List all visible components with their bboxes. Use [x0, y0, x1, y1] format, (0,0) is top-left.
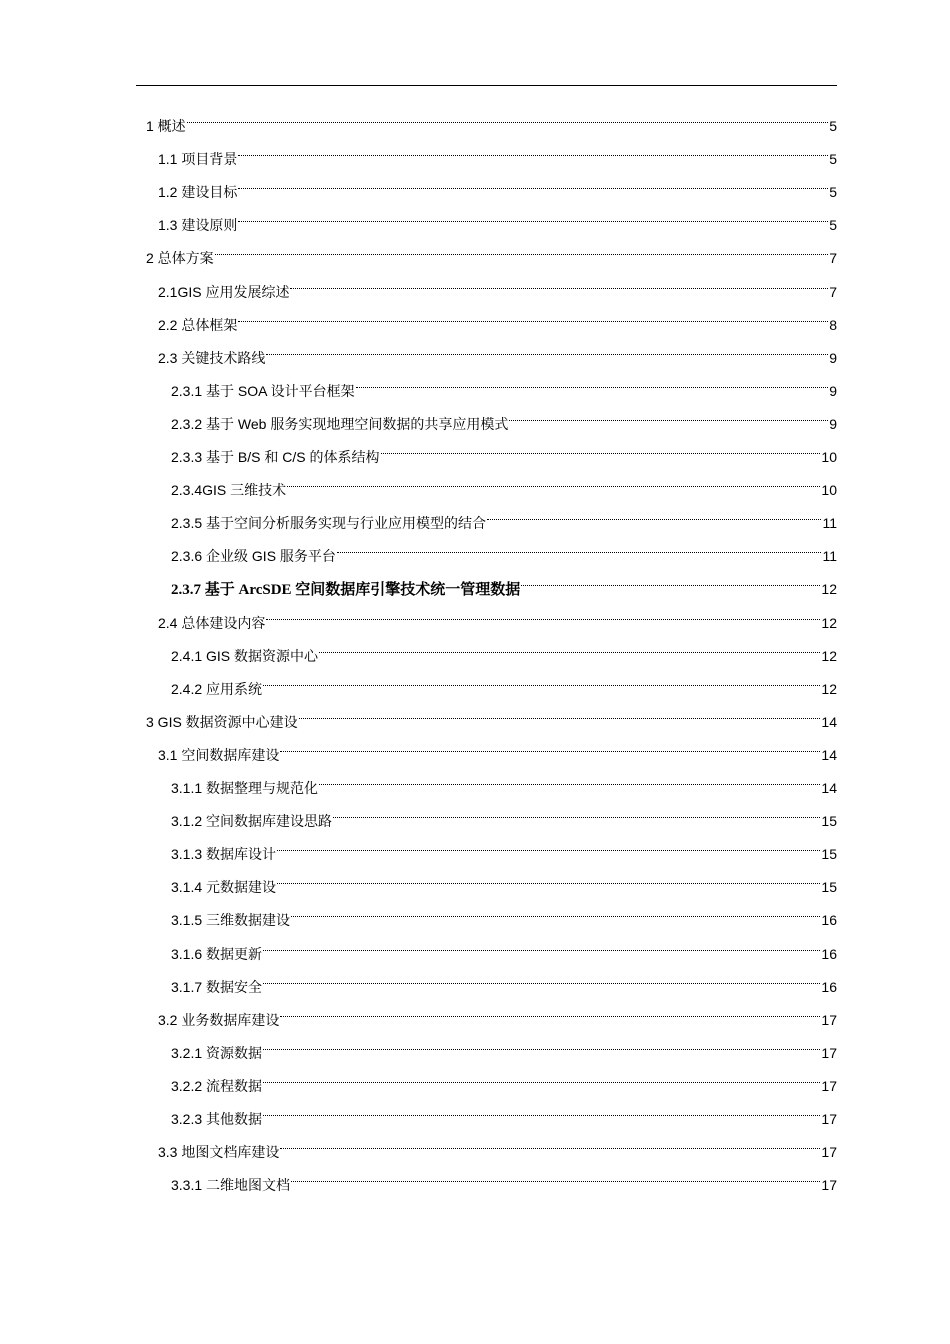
toc-entry[interactable] [171, 938, 837, 971]
toc-entry[interactable] [171, 772, 837, 805]
toc-entry-title: 3.1.4 元数据建设 [171, 879, 277, 896]
toc-entry[interactable] [171, 573, 837, 606]
toc-leader-dots [333, 817, 820, 818]
toc-page-number: 5 [829, 217, 837, 234]
toc-entry-title: 2.3.4GIS 三维技术 [171, 482, 287, 499]
toc-leader-dots [319, 652, 820, 653]
toc-leader-dots [381, 453, 821, 454]
toc-entry-title: 2.4.2 应用系统 [171, 680, 263, 697]
toc-entry[interactable] [171, 673, 837, 706]
toc-entry[interactable] [171, 1103, 837, 1136]
toc-leader-dots [487, 519, 821, 520]
toc-page-number: 16 [821, 978, 837, 995]
toc-entry[interactable] [171, 640, 837, 673]
toc-page-number: 14 [821, 713, 837, 730]
toc-page-number: 5 [829, 118, 837, 134]
toc-entry-title: 3.2.3 其他数据 [171, 1111, 263, 1127]
toc-leader-dots [263, 1049, 820, 1050]
toc-entry-title: 3.1.3 数据库设计 [171, 846, 277, 863]
toc-page-number: 15 [821, 879, 837, 896]
toc-entry-title: 3.2.1 资源数据 [171, 1044, 263, 1061]
toc-entry[interactable] [171, 871, 837, 904]
toc-entry[interactable] [158, 309, 837, 342]
toc-page-number: 12 [821, 614, 837, 631]
toc-entry-title: 3.2.2 流程数据 [171, 1077, 263, 1094]
toc-leader-dots [238, 188, 828, 189]
toc-leader-dots [290, 288, 828, 289]
toc-entry-title: 2.3.1 基于 SOA 设计平台框架 [171, 382, 355, 399]
toc-leader-dots [280, 751, 820, 752]
toc-page-number: 9 [829, 382, 837, 399]
toc-page-number: 17 [821, 1111, 837, 1127]
toc-leader-dots [266, 619, 820, 620]
toc-entry[interactable] [171, 971, 837, 1004]
toc-page-number: 8 [829, 316, 837, 333]
toc-entry[interactable] [146, 706, 837, 739]
toc-entry-title: 3.1.7 数据安全 [171, 978, 263, 995]
toc-page-number: 11 [822, 515, 837, 532]
toc-leader-dots [291, 1181, 820, 1182]
toc-page-number: 14 [821, 780, 837, 796]
toc-leader-dots [263, 983, 820, 984]
toc-leader-dots [187, 122, 829, 123]
toc-entry[interactable] [158, 342, 837, 375]
toc-leader-dots [299, 718, 821, 719]
toc-entry[interactable] [146, 110, 837, 143]
toc-entry[interactable] [171, 904, 837, 937]
toc-entry[interactable] [158, 176, 837, 209]
toc-entry[interactable] [171, 507, 837, 540]
toc-entry[interactable] [171, 375, 837, 408]
toc-leader-dots [291, 916, 820, 917]
toc-entry-title: 3.1 空间数据库建设 [158, 746, 280, 763]
toc-entry[interactable] [171, 441, 837, 474]
toc-entry-title: 2.3.2 基于 Web 服务实现地理空间数据的共享应用模式 [171, 415, 509, 432]
toc-entry-title: 2.3.7 基于 ArcSDE 空间数据库引擎技术统一管理数据 [171, 582, 521, 599]
toc-leader-dots [337, 552, 822, 553]
toc-page-number: 10 [821, 449, 837, 465]
toc-page-number: 17 [821, 1044, 837, 1061]
toc-entry[interactable] [171, 1169, 837, 1202]
toc-leader-dots [215, 254, 829, 255]
toc-page-number: 12 [821, 647, 837, 664]
toc-page-number: 17 [821, 1177, 837, 1194]
toc-entry-title: 3 GIS 数据资源中心建设 [146, 713, 298, 730]
toc-entry-title: 2.4 总体建设内容 [158, 614, 266, 631]
toc-page-number: 17 [821, 1077, 837, 1094]
toc-entry[interactable] [171, 540, 837, 573]
toc-leader-dots [263, 685, 820, 686]
toc-entry-title: 3.1.6 数据更新 [171, 945, 263, 962]
toc-entry-title: 1.3 建设原则 [158, 217, 238, 234]
toc-page-number: 17 [821, 1144, 837, 1161]
toc-entry-title: 2.3.3 基于 B/S 和 C/S 的体系结构 [171, 449, 380, 465]
toc-entry-title: 3.1.5 三维数据建设 [171, 912, 291, 929]
toc-entry[interactable] [158, 1004, 837, 1037]
toc-entry[interactable] [171, 408, 837, 441]
toc-page-number: 7 [829, 283, 837, 300]
toc-entry-title: 1.1 项目背景 [158, 151, 238, 168]
toc-leader-dots [263, 1115, 820, 1116]
toc-page-number: 12 [821, 680, 837, 697]
toc-leader-dots [238, 221, 828, 222]
toc-page-number: 9 [829, 415, 837, 432]
toc-leader-dots [266, 354, 828, 355]
toc-page-number: 7 [829, 250, 837, 267]
toc-leader-dots [287, 486, 820, 487]
toc-entry-title: 2.4.1 GIS 数据资源中心 [171, 647, 319, 664]
toc-page-number: 15 [821, 813, 837, 830]
header-rule [136, 85, 837, 86]
toc-leader-dots [263, 1082, 820, 1083]
toc-entry[interactable] [171, 1070, 837, 1103]
toc-leader-dots [319, 784, 820, 785]
toc-leader-dots [521, 585, 820, 586]
toc-leader-dots [277, 883, 820, 884]
toc-leader-dots [277, 850, 820, 851]
toc-entry-title: 3.3 地图文档库建设 [158, 1144, 280, 1161]
toc-entry[interactable] [158, 607, 837, 640]
toc-entry-title: 2.1GIS 应用发展综述 [158, 283, 290, 300]
toc-leader-dots [356, 387, 829, 388]
toc-page-number: 12 [821, 581, 837, 598]
toc-entry[interactable] [171, 805, 837, 838]
toc-leader-dots [280, 1016, 820, 1017]
toc-entry-title: 2.3.5 基于空间分析服务实现与行业应用模型的结合 [171, 515, 487, 532]
toc-entry-title: 2.3.6 企业级 GIS 服务平台 [171, 548, 336, 565]
toc-entry[interactable] [171, 474, 837, 507]
toc-entry-title: 3.1.2 空间数据库建设思路 [171, 813, 333, 830]
toc-page-number: 5 [829, 151, 837, 168]
toc-page-number: 10 [821, 482, 837, 499]
toc-page-number: 9 [829, 349, 837, 366]
toc-leader-dots [238, 155, 828, 156]
toc-entry[interactable] [146, 242, 837, 275]
toc-page-number: 16 [821, 912, 837, 929]
toc-page-number: 11 [822, 548, 837, 565]
toc-entry[interactable] [158, 209, 837, 242]
toc-page-number: 17 [821, 1011, 837, 1028]
toc-entry-title: 3.3.1 二维地图文档 [171, 1177, 291, 1194]
toc-leader-dots [509, 420, 828, 421]
toc-entry-title: 2.2 总体框架 [158, 316, 238, 333]
toc-leader-dots [280, 1148, 820, 1149]
toc-entry-title: 2.3 关键技术路线 [158, 349, 266, 366]
toc-entry[interactable] [158, 739, 837, 772]
toc-entry-title: 3.1.1 数据整理与规范化 [171, 780, 319, 796]
toc-entry[interactable] [171, 1037, 837, 1070]
toc-entry-title: 1.2 建设目标 [158, 184, 238, 201]
toc-entry[interactable] [171, 838, 837, 871]
toc-page-number: 16 [821, 945, 837, 962]
toc-leader-dots [263, 950, 820, 951]
toc-page-number: 14 [821, 746, 837, 763]
toc-page-number: 15 [821, 846, 837, 863]
toc-entry[interactable] [158, 1136, 837, 1169]
toc-entry[interactable] [158, 276, 837, 309]
toc-entry[interactable] [158, 143, 837, 176]
toc-page-number: 5 [829, 184, 837, 201]
toc-entry-title: 2 总体方案 [146, 250, 214, 267]
toc-entry-title: 3.2 业务数据库建设 [158, 1011, 280, 1028]
toc-entry-title: 1 概述 [146, 118, 186, 134]
toc-leader-dots [238, 321, 828, 322]
